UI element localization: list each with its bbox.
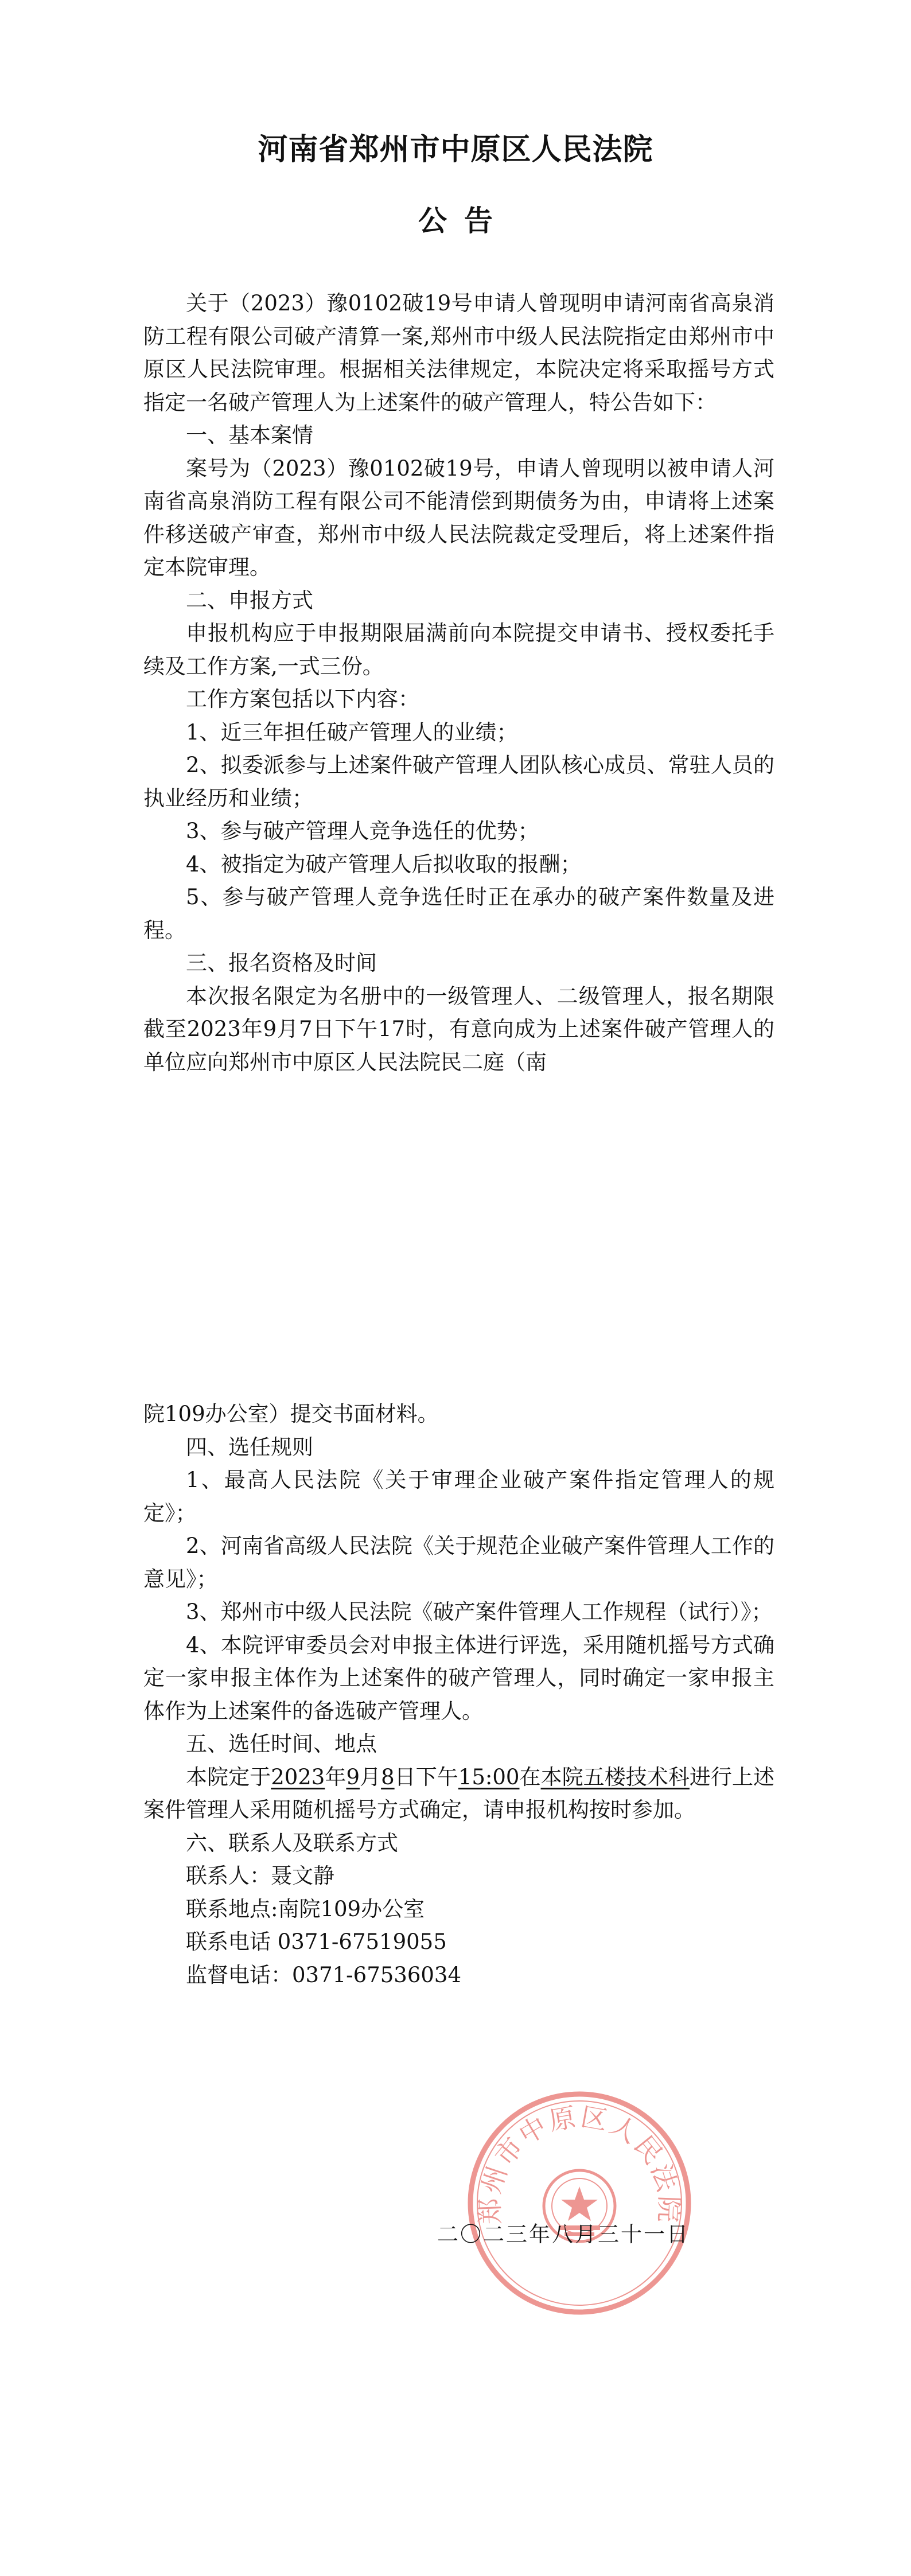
- rule-item-4: 4、本院评审委员会对申报主体进行评选，采用随机摇号方式确定一家申报主体作为上述案件的破产管理人，同时确定一家申报主体作为上述案件的备选破产管理人。: [143, 1632, 774, 1723]
- time-place-paragraph: [143, 1761, 774, 1827]
- work-plan-item-2: 2、拟委派参与上述案件破产管理人团队核心成员、常驻人员的执业经历和业绩；: [143, 753, 774, 811]
- basic-case-paragraph: 案号为（2023）豫0102破19号，申请人曾现明以被申请人河南省高泉消防工程有限公司不能清偿到期债务为由，申请将上述案件移送破产审查，郑州市中级人民法院裁定受理后，将上述案件指定本院审理。: [143, 456, 774, 579]
- signature-date: 二〇二三年八月三十一日: [437, 2222, 690, 2247]
- selection-time: 15:00: [458, 1764, 520, 1789]
- rule-item-1: 1、最高人民法院《关于审理企业破产案件指定管理人的规定》；: [143, 1468, 774, 1526]
- selection-month: 9: [346, 1764, 360, 1789]
- work-plan-item-1: 1、近三年担任破产管理人的业绩；: [186, 719, 518, 745]
- eligibility-paragraph: 本次报名限定为名册中的一级管理人、二级管理人，报名期限截至2023年9月7日下午17时，有意向成为上述案件破产管理人的单位应向郑州市中原区人民法院民二庭（南: [143, 983, 774, 1075]
- supervision-phone: 监督电话：0371-67536034: [186, 1962, 461, 1987]
- section-heading-application: 二、申报方式: [186, 587, 313, 613]
- body-section-1: [143, 287, 774, 1079]
- work-plan-intro: 工作方案包括以下内容：: [186, 687, 419, 711]
- body-section-2: [143, 1398, 774, 1991]
- day-unit: 日下午: [394, 1764, 458, 1789]
- selection-year: 2023: [271, 1764, 325, 1789]
- work-plan-item-3: 3、参与破产管理人竞争选任的优势；: [186, 819, 539, 843]
- contact-phone: 联系电话 0371-67519055: [186, 1929, 447, 1954]
- month-unit: 月: [360, 1764, 381, 1789]
- contact-location: 联系地点:南院109办公室: [186, 1896, 425, 1921]
- section-heading-time-place: 五、选任时间、地点: [186, 1731, 377, 1756]
- rule-item-2: 2、河南省高级人民法院《关于规范企业破产案件管理人工作的意见》；: [143, 1534, 774, 1591]
- contact-person: 联系人：聂文静: [186, 1863, 334, 1888]
- work-plan-item-5: 5、参与破产管理人竞争选任时正在承办的破产案件数量及进程。: [143, 885, 774, 943]
- time-prefix: 本院定于: [186, 1764, 271, 1789]
- section-heading-rules: 四、选任规则: [186, 1434, 313, 1460]
- section-heading-eligibility: 三、报名资格及时间: [186, 951, 377, 975]
- eligibility-continuation: 院109办公室）提交书面材料。: [143, 1402, 439, 1426]
- rule-item-3: 3、郑州市中级人民法院《破产案件管理人工作规程（试行）》；: [186, 1600, 773, 1624]
- section-heading-contact: 六、联系人及联系方式: [186, 1830, 398, 1855]
- year-unit: 年: [325, 1764, 347, 1789]
- court-name-heading: 河南省郑州市中原区人民法院: [258, 133, 653, 167]
- svg-text:郑州市中原区人民法院: 郑州市中原区人民法院: [474, 2100, 685, 2225]
- section-heading-basic-case: 一、基本案情: [186, 423, 313, 448]
- time-suffix: 进行上述案件管理人采用随机摇号方式确定，请申报机构按时参加。: [143, 1764, 775, 1822]
- work-plan-item-4: 4、被指定为破产管理人后拟收取的报酬；: [186, 851, 582, 877]
- court-seal-stamp: [465, 2088, 694, 2318]
- application-paragraph: 申报机构应于申报期限届满前向本院提交申请书、授权委托手续及工作方案,一式三份。: [143, 621, 774, 679]
- intro-paragraph: 关于（2023）豫0102破19号申请人曾现明申请河南省高泉消防工程有限公司破产清算一案,郑州市中级人民法院指定由郑州市中原区人民法院审理。根据相关法律规定，本院决定将采取摇号方式指定一名破产管理人为上述案件的破产管理人，特公告如下：: [143, 291, 774, 415]
- selection-place: 本院五楼技术科: [540, 1764, 690, 1789]
- selection-day: 8: [381, 1764, 395, 1789]
- place-mid: 在: [519, 1764, 541, 1789]
- announcement-heading: 公告: [418, 204, 510, 238]
